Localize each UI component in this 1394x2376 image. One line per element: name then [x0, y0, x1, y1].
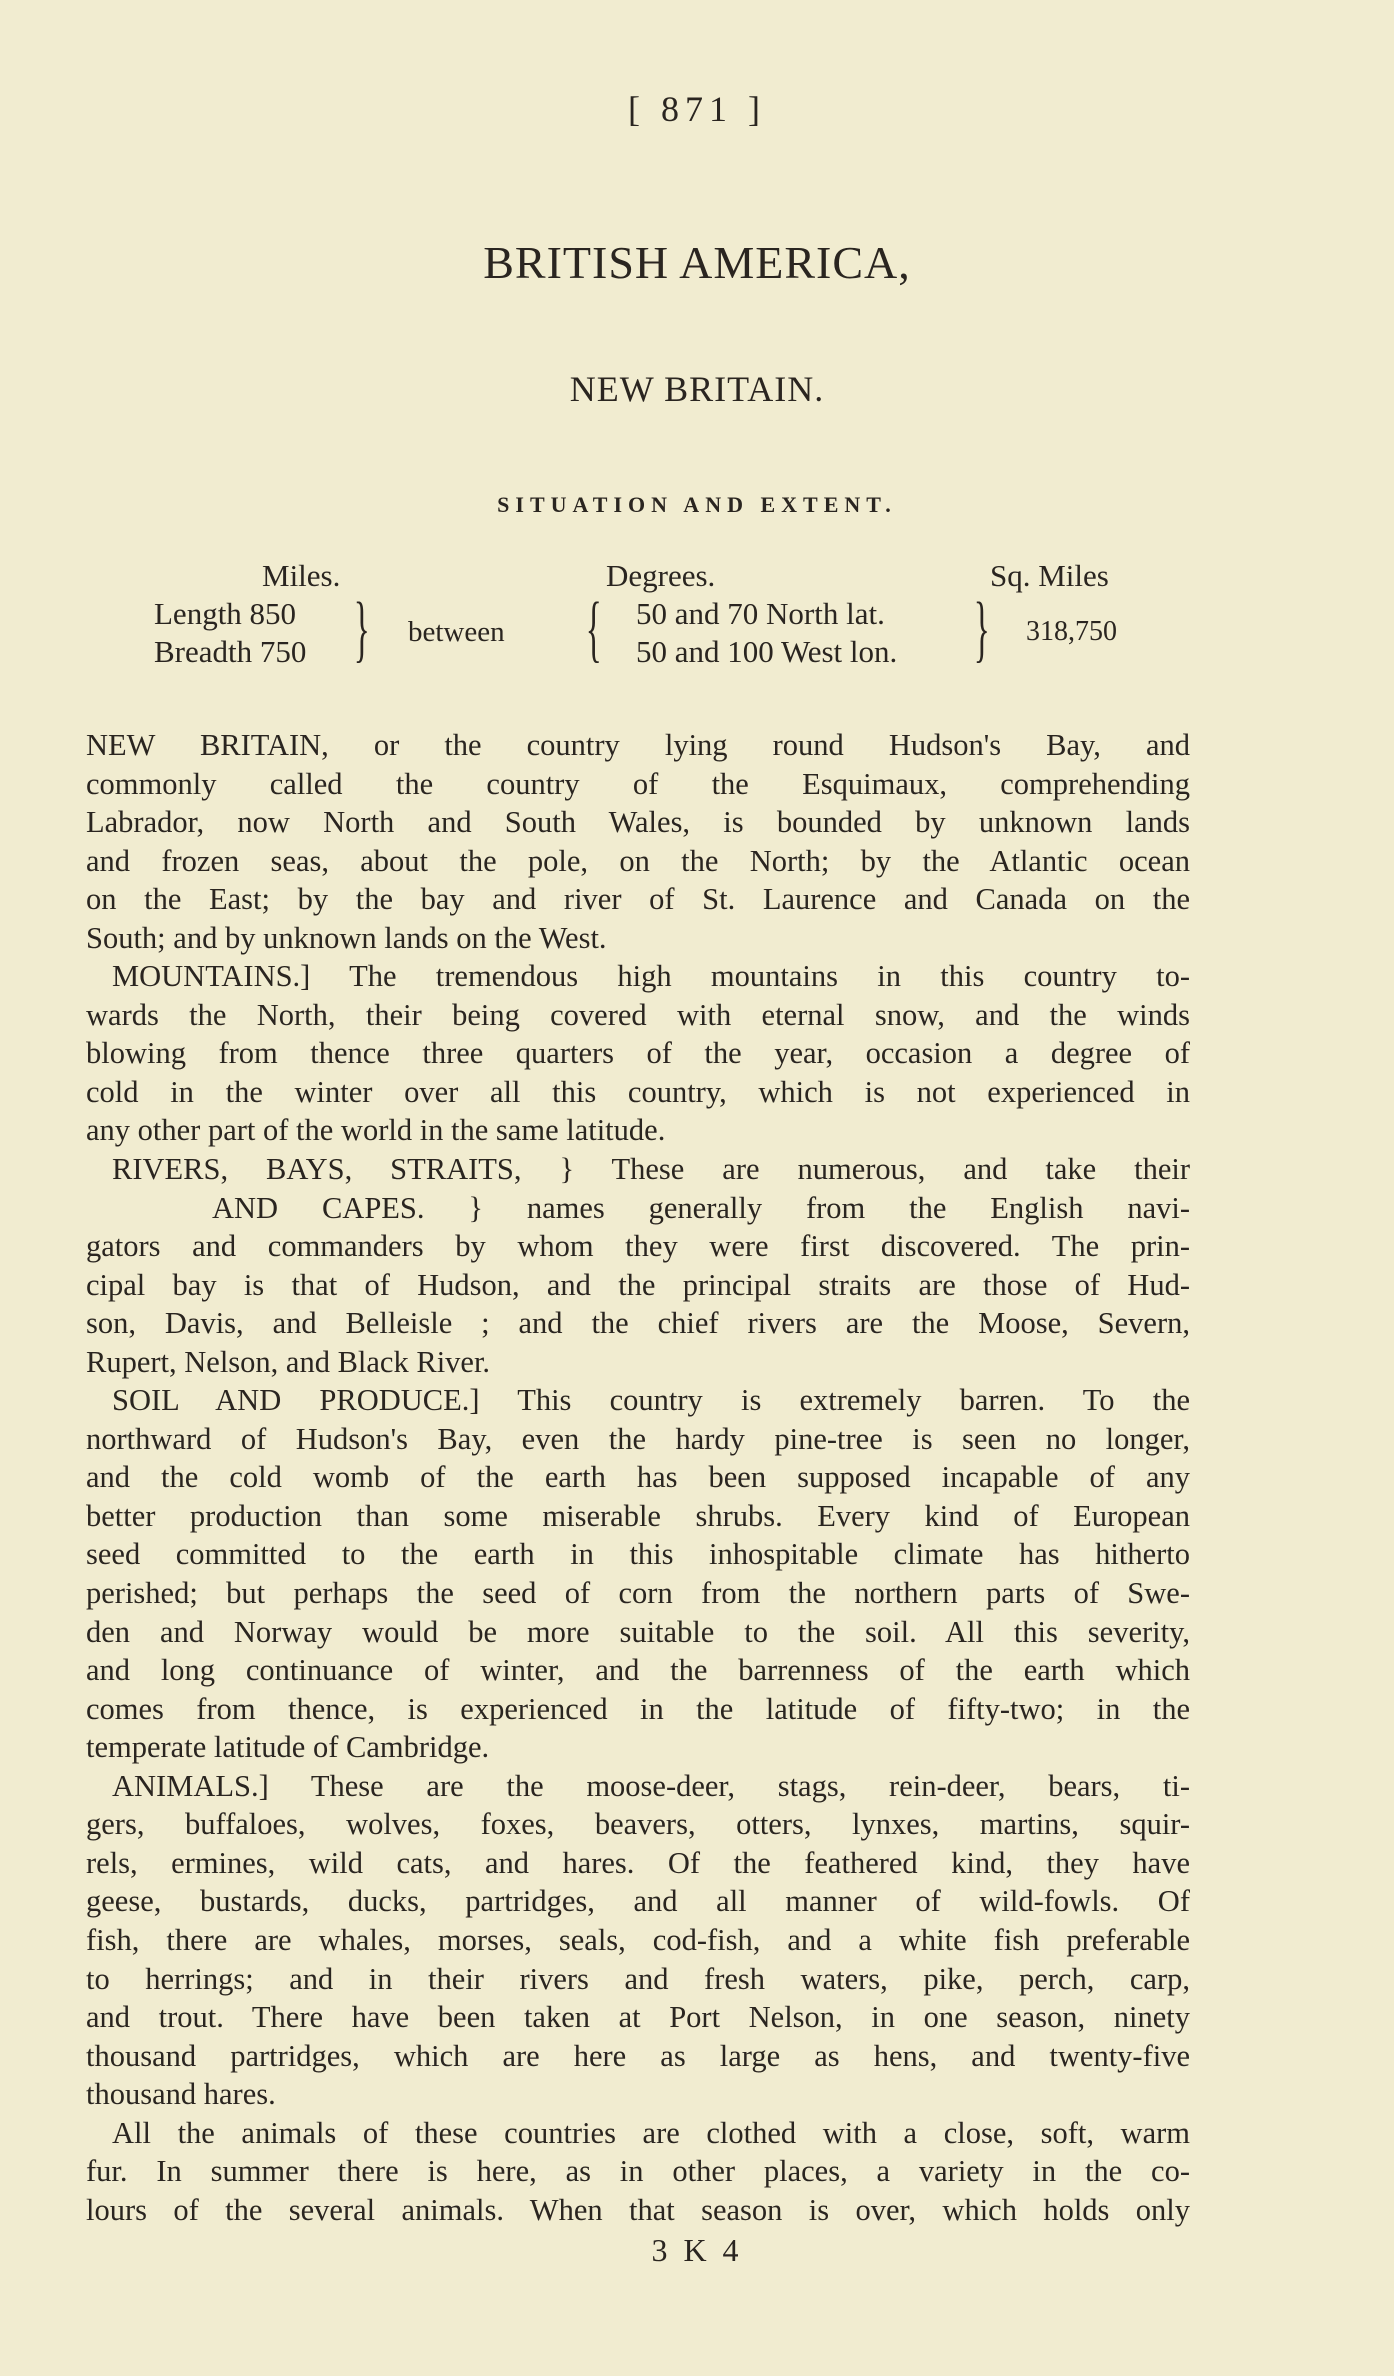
- square-miles: 318,750: [1026, 616, 1117, 647]
- length-row: Length 850: [154, 596, 297, 631]
- text-line: fur. In summer there is here, as in other places, a variety in the co-: [86, 2154, 1190, 2189]
- text-line: AND CAPES. } names generally from the English navi-: [212, 1190, 1190, 1225]
- text-line: and the cold womb of the earth has been supposed incapable of any: [86, 1460, 1190, 1495]
- text-line: seed committed to the earth in this inhospitable climate has hitherto: [86, 1537, 1190, 1572]
- text-line: Labrador, now North and South Wales, is bounded by unknown lands: [86, 805, 1190, 840]
- signature-mark: 3 K 4: [651, 2232, 743, 2268]
- text-line: to herrings; and in their rivers and fresh waters, pike, perch, carp,: [86, 1961, 1190, 1996]
- text-line: better production than some miserable shrubs. Every kind of European: [86, 1498, 1190, 1533]
- body-text: [86, 726, 1190, 2229]
- extent-table: [0, 558, 1394, 688]
- text-line: commonly called the country of the Esquimaux, comprehending: [86, 766, 1190, 801]
- text-line: South; and by unknown lands on the West.: [86, 920, 607, 955]
- text-line: den and Norway would be more suitable to the soil. All this severity,: [86, 1614, 1190, 1649]
- text-line: thousand partridges, which are here as large as hens, and twenty-five: [86, 2038, 1190, 2073]
- text-line: wards the North, their being covered with eternal snow, and the winds: [86, 997, 1190, 1032]
- text-line: lours of the several animals. When that season is over, which holds only: [86, 2192, 1190, 2227]
- text-line: SOIL AND PRODUCE.] This country is extremely barren. To the: [112, 1383, 1190, 1418]
- degrees-lon: 50 and 100 West lon.: [636, 634, 898, 669]
- chapter-title: NEW BRITAIN.: [569, 369, 825, 409]
- text-line: on the East; by the bay and river of St. Laurence and Canada on the: [86, 882, 1190, 917]
- text-line: RIVERS, BAYS, STRAITS, } These are numerous, and take their: [112, 1152, 1190, 1187]
- text-line: son, Davis, and Belleisle ; and the chief rivers are the Moose, Severn,: [86, 1306, 1190, 1341]
- text-line: any other part of the world in the same latitude.: [86, 1113, 666, 1148]
- text-line: cipal bay is that of Hudson, and the principal straits are those of Hud-: [86, 1267, 1190, 1302]
- text-line: comes from thence, is experienced in the latitude of fifty-two; in the: [86, 1691, 1190, 1726]
- text-line: thousand hares.: [86, 2077, 276, 2112]
- col-sqmiles: Sq. Miles: [990, 558, 1109, 593]
- text-line: NEW BRITAIN, or the country lying round Hudson's Bay, and: [86, 728, 1190, 762]
- degrees-lat: 50 and 70 North lat.: [636, 596, 885, 631]
- text-line: and trout. There have been taken at Port Nelson, in one season, ninety: [86, 2000, 1190, 2035]
- text-line: cold in the winter over all this country, which is not experienced in: [86, 1074, 1190, 1109]
- text-line: Rupert, Nelson, and Black River.: [86, 1344, 491, 1379]
- text-line: All the animals of these countries are clothed with a close, soft, warm: [112, 2115, 1190, 2150]
- text-line: gators and commanders by whom they were first discovered. The prin-: [86, 1229, 1190, 1264]
- text-line: and long continuance of winter, and the barrenness of the earth which: [86, 1653, 1190, 1688]
- between-label: between: [408, 616, 505, 648]
- text-line: gers, buffaloes, wolves, foxes, beavers, otters, lynxes, martins, squir-: [86, 1807, 1190, 1842]
- text-line: rels, ermines, wild cats, and hares. Of the feathered kind, they have: [86, 1845, 1190, 1880]
- brace-left: }: [353, 588, 370, 670]
- text-line: MOUNTAINS.] The tremendous high mountains in this country to-: [112, 959, 1190, 994]
- page-number: [ 871 ]: [628, 89, 766, 129]
- text-line: northward of Hudson's Bay, even the hardy pine-tree is seen no longer,: [86, 1421, 1190, 1456]
- text-line: temperate latitude of Cambridge.: [86, 1730, 490, 1765]
- breadth-row: Breadth 750: [154, 634, 307, 669]
- text-line: ANIMALS.] These are the moose-deer, stags, rein-deer, bears, ti-: [112, 1768, 1190, 1803]
- col-degrees: Degrees.: [606, 558, 716, 593]
- section-heading: SITUATION AND EXTENT.: [497, 492, 897, 517]
- col-miles: Miles.: [262, 558, 341, 593]
- text-line: perished; but perhaps the seed of corn from the northern parts of Swe-: [86, 1576, 1190, 1611]
- page-title: BRITISH AMERICA,: [483, 237, 911, 288]
- text-line: fish, there are whales, morses, seals, cod-fish, and a white fish preferable: [86, 1922, 1190, 1957]
- text-line: and frozen seas, about the pole, on the North; by the Atlantic ocean: [86, 843, 1190, 878]
- text-line: blowing from thence three quarters of the year, occasion a degree of: [86, 1036, 1190, 1071]
- brace-mid: {: [585, 588, 602, 670]
- brace-right: }: [973, 588, 990, 670]
- text-line: geese, bustards, ducks, partridges, and all manner of wild-fowls. Of: [86, 1884, 1190, 1919]
